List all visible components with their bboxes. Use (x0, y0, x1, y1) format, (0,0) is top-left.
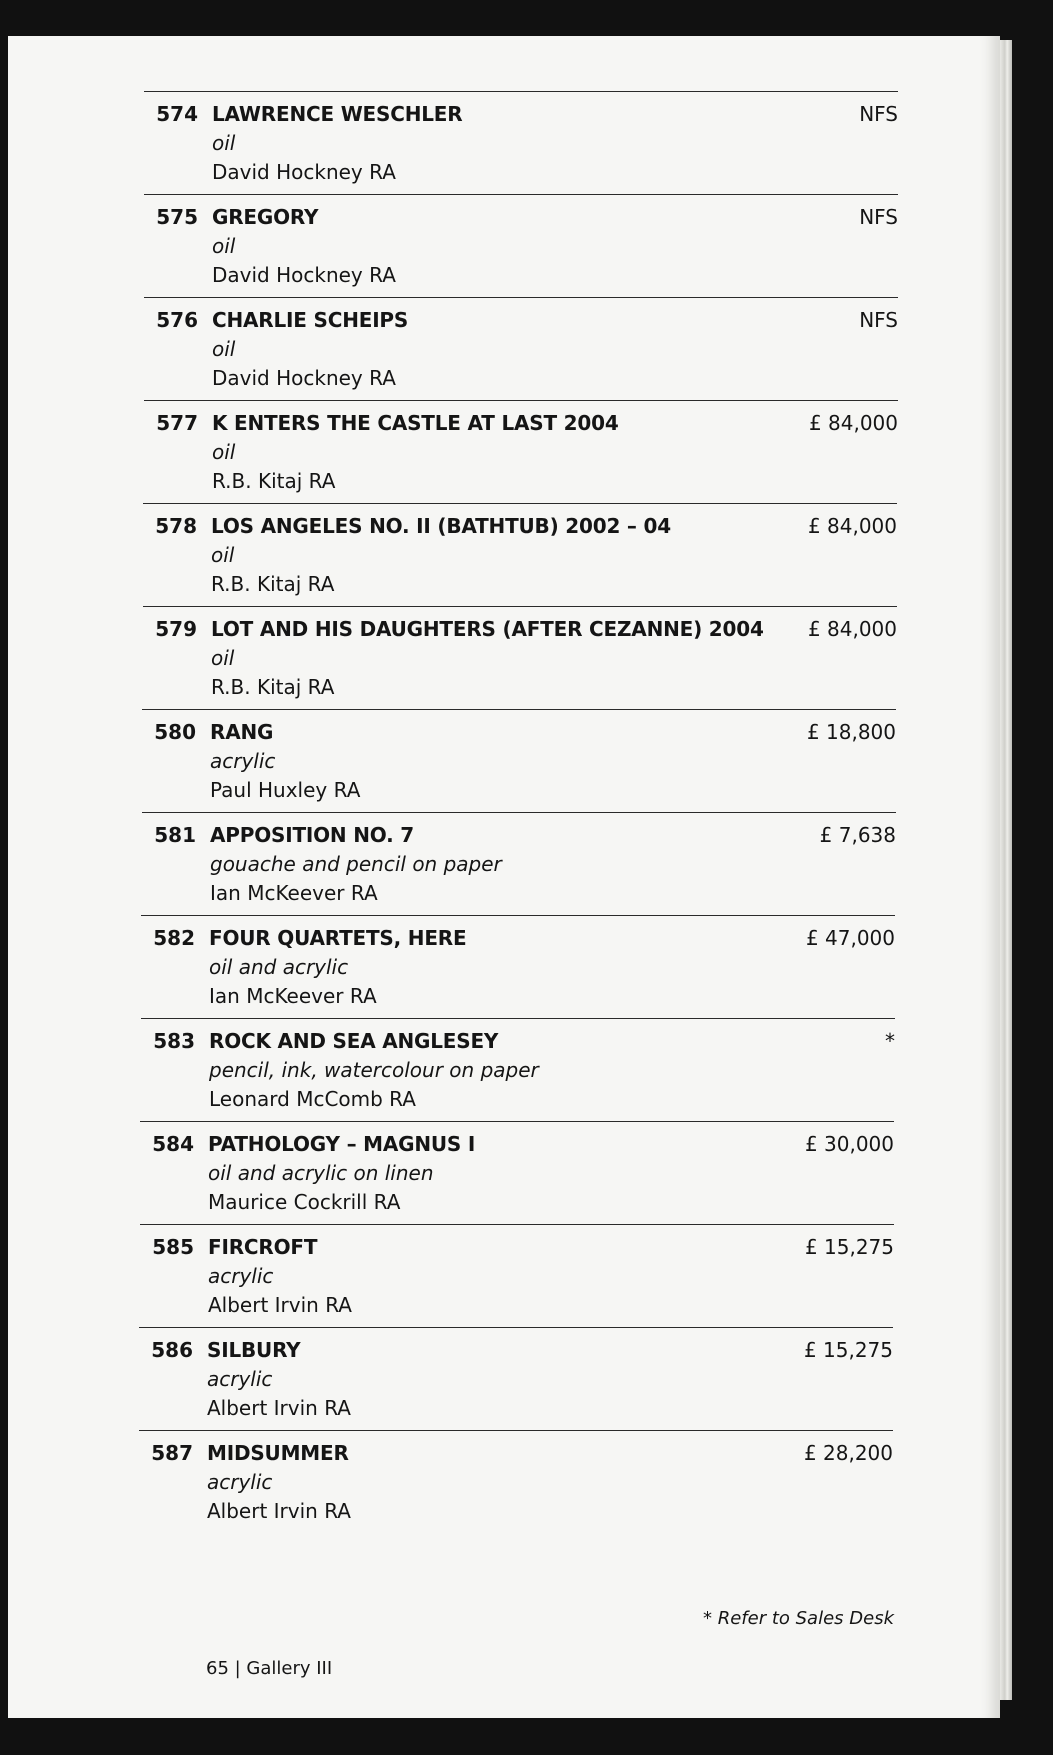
artwork-medium: acrylic (207, 1470, 273, 1494)
artist-name: David Hockney RA (212, 160, 396, 184)
artwork-price: £ 18,800 (806, 720, 896, 744)
catalogue-entry (141, 915, 895, 1019)
artwork-medium: oil and acrylic on linen (208, 1161, 434, 1185)
lot-number: 580 (154, 720, 196, 744)
artwork-price: £ 28,200 (803, 1441, 893, 1465)
artist-name: R.B. Kitaj RA (211, 675, 335, 699)
catalogue-entry (144, 297, 898, 401)
catalogue-entry (140, 1121, 894, 1225)
artwork-price: £ 30,000 (804, 1132, 894, 1156)
artwork-medium: oil (211, 646, 235, 670)
artist-name: Albert Irvin RA (207, 1499, 351, 1523)
lot-number: 581 (154, 823, 196, 847)
artwork-medium: oil (212, 440, 236, 464)
artwork-price: £ 84,000 (807, 514, 897, 538)
artwork-title: K ENTERS THE CASTLE AT LAST 2004 (212, 411, 619, 435)
artwork-price: NFS (859, 102, 898, 126)
catalogue-entry (140, 1224, 894, 1328)
catalogue-entry (143, 606, 897, 710)
catalogue-entry (144, 91, 898, 195)
artwork-price: NFS (859, 308, 898, 332)
lot-number: 575 (156, 205, 198, 229)
artist-name: Ian McKeever RA (210, 881, 378, 905)
artwork-medium: oil (212, 131, 236, 155)
lot-number: 584 (152, 1132, 194, 1156)
page-edge (1000, 40, 1012, 1700)
artist-name: Albert Irvin RA (207, 1396, 351, 1420)
artwork-price: £ 84,000 (808, 411, 898, 435)
artwork-title: FIRCROFT (208, 1235, 318, 1259)
artist-name: Maurice Cockrill RA (208, 1190, 401, 1214)
lot-number: 583 (153, 1029, 195, 1053)
artist-name: David Hockney RA (212, 263, 396, 287)
catalogue-entry (139, 1327, 893, 1431)
artwork-price: £ 7,638 (819, 823, 896, 847)
lot-number: 587 (151, 1441, 193, 1465)
artwork-price: * (885, 1029, 895, 1053)
artist-name: Paul Huxley RA (210, 778, 361, 802)
artwork-title: ROCK AND SEA ANGLESEY (209, 1029, 499, 1053)
lot-number: 579 (155, 617, 197, 641)
artwork-title: SILBURY (207, 1338, 301, 1362)
lot-number: 577 (156, 411, 198, 435)
lot-number: 582 (153, 926, 195, 950)
artist-name: Albert Irvin RA (208, 1293, 352, 1317)
artwork-title: FOUR QUARTETS, HERE (209, 926, 467, 950)
footnote: * Refer to Sales Desk (703, 1608, 894, 1629)
artwork-medium: oil and acrylic (209, 955, 349, 979)
lot-number: 576 (156, 308, 198, 332)
artwork-title: LOS ANGELES NO. II (BATHTUB) 2002 – 04 (211, 514, 671, 538)
artwork-medium: oil (212, 337, 236, 361)
artwork-title: CHARLIE SCHEIPS (212, 308, 409, 332)
artwork-price: £ 15,275 (803, 1338, 893, 1362)
artwork-title: LOT AND HIS DAUGHTERS (AFTER CEZANNE) 2004 (211, 617, 764, 641)
artwork-price: £ 84,000 (807, 617, 897, 641)
artwork-medium: acrylic (210, 749, 276, 773)
artwork-title: APPOSITION NO. 7 (210, 823, 415, 847)
artwork-medium: gouache and pencil on paper (210, 852, 502, 876)
catalogue-entry (142, 709, 896, 813)
catalogue-entry (144, 194, 898, 298)
artwork-title: RANG (210, 720, 274, 744)
catalogue-entry (144, 400, 898, 504)
artwork-price: £ 15,275 (804, 1235, 894, 1259)
artist-name: Ian McKeever RA (209, 984, 377, 1008)
artist-name: David Hockney RA (212, 366, 396, 390)
artwork-medium: pencil, ink, watercolour on paper (209, 1058, 539, 1082)
catalogue-entry (141, 1018, 895, 1122)
artwork-medium: oil (211, 543, 235, 567)
catalogue-entry (139, 1430, 893, 1534)
artwork-price: NFS (859, 205, 898, 229)
artist-name: R.B. Kitaj RA (211, 572, 335, 596)
catalogue-entry (142, 812, 896, 916)
artist-name: Leonard McComb RA (209, 1087, 416, 1111)
artwork-medium: acrylic (207, 1367, 273, 1391)
lot-number: 586 (151, 1338, 193, 1362)
artist-name: R.B. Kitaj RA (212, 469, 336, 493)
artwork-medium: acrylic (208, 1264, 274, 1288)
lot-number: 574 (156, 102, 198, 126)
artwork-title: PATHOLOGY – MAGNUS I (208, 1132, 476, 1156)
lot-number: 578 (155, 514, 197, 538)
lot-number: 585 (152, 1235, 194, 1259)
artwork-medium: oil (212, 234, 236, 258)
catalogue-entry (143, 503, 897, 607)
artwork-price: £ 47,000 (805, 926, 895, 950)
artwork-title: LAWRENCE WESCHLER (212, 102, 463, 126)
artwork-title: MIDSUMMER (207, 1441, 349, 1465)
artwork-title: GREGORY (212, 205, 319, 229)
page-footer: 65 | Gallery III (206, 1658, 333, 1679)
